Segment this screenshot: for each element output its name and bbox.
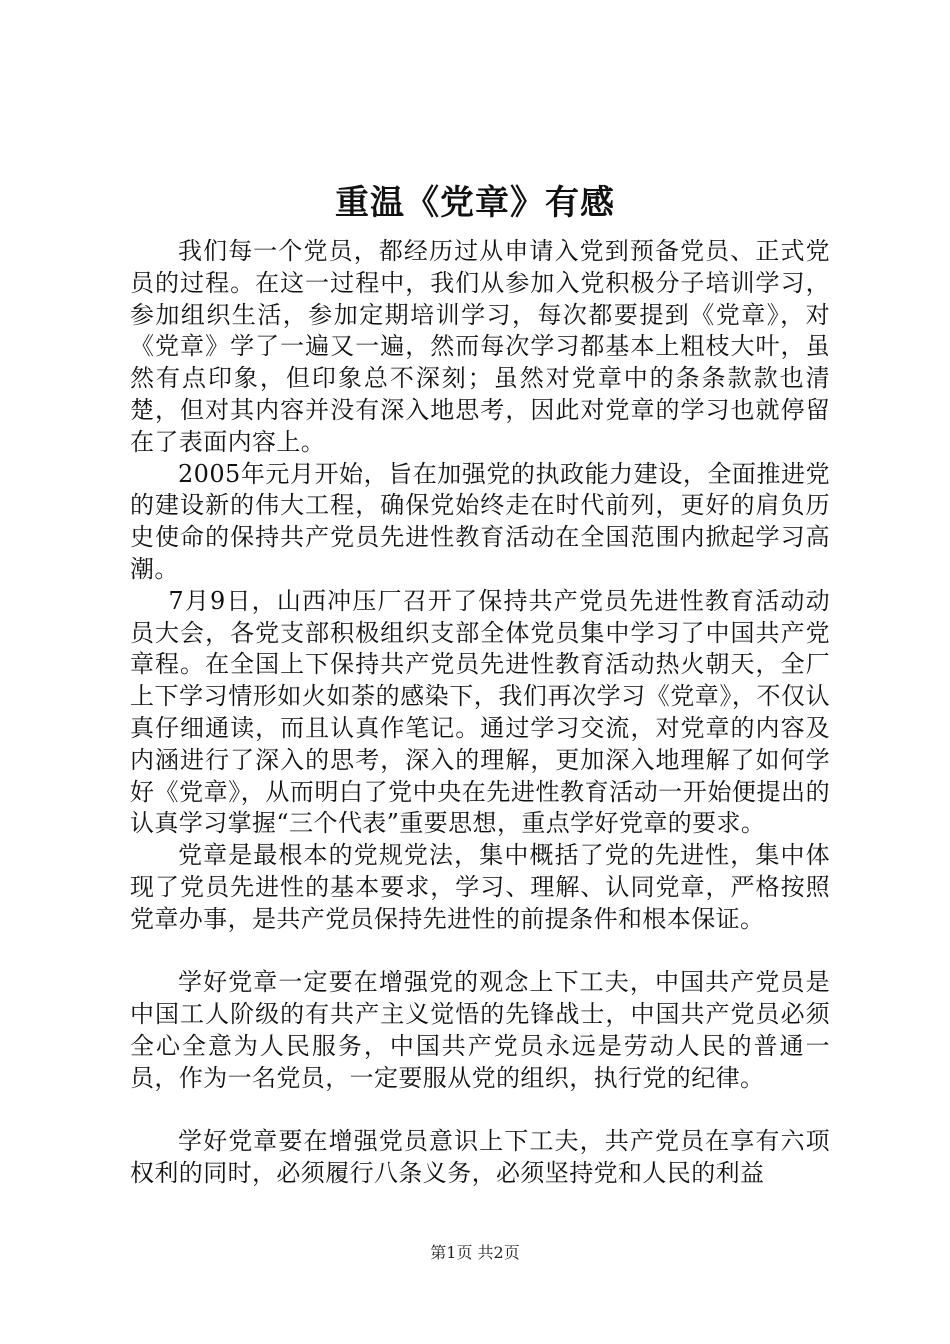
paragraph-gap xyxy=(130,936,830,968)
paragraph-gap xyxy=(130,1095,830,1127)
page-number-footer: 第1页 共2页 xyxy=(430,1243,520,1262)
paragraph-4: 党章是最根本的党规党法，集中概括了党的先进性，集中体现了党员先进性的基本要求，学习、理解、认同党章，严格按照党章办事，是共产党员保持先进性的前提条件和根本保证。 xyxy=(130,841,830,933)
paragraph-2: 2005年元月开始，旨在加强党的执政能力建设，全面推进党的建设新的伟大工程，确保党始终走在时代前列，更好的肩负历史使命的保持共产党员先进性教育活动在全国范围内掀起学习高潮。 xyxy=(130,459,830,583)
paragraph-1: 我们每一个党员，都经历过从申请入党到预备党员、正式党员的过程。在这一过程中，我们从参加入党积极分子培训学习，参加组织生活，参加定期培训学习，每次都要提到《党章》，对《党章》学了一遍又一遍，然而每次学习都基本上粗枝大叶，虽然有点印象，但印象总不深刻；虽然对党章中的条条款款也清楚，但对其内容并没有深入地思考，因此对党章的学习也就停留在了表面内容上。 xyxy=(130,237,830,456)
paragraph-3: 7月9日，山西冲压厂召开了保持共产党员先进性教育活动动员大会，各党支部积极组织支部全体党员集中学习了中国共产党章程。在全国上下保持共产党员先进性教育活动热火朝天，全厂上下学习情形如火如荼的感染下，我们再次学习《党章》，不仅认真仔细通读，而且认真作笔记。通过学习交流，对党章的内容及内涵进行了深入的思考，深入的理解，更加深入地理解了如何学好《党章》，从而明白了党中央在先进性教育活动一开始便提出的认真学习掌握“三个代表”重要思想，重点学好党章的要求。 xyxy=(130,586,830,838)
document-body xyxy=(130,236,830,1190)
paragraph-6: 学好党章要在增强党员意识上下工夫，共产党员在享有六项权利的同时，必须履行八条义务，必须坚持党和人民的利益 xyxy=(130,1127,830,1188)
paragraph-5: 学好党章一定要在增强党的观念上下工夫，中国共产党员是中国工人阶级的有共产主义觉悟的先锋战士，中国共产党员必须全心全意为人民服务，中国共产党员永远是劳动人民的普通一员，作为一名党员，一定要服从党的组织，执行党的纪律。 xyxy=(130,968,830,1092)
document-title: 重温《党章》有感 xyxy=(335,183,615,223)
